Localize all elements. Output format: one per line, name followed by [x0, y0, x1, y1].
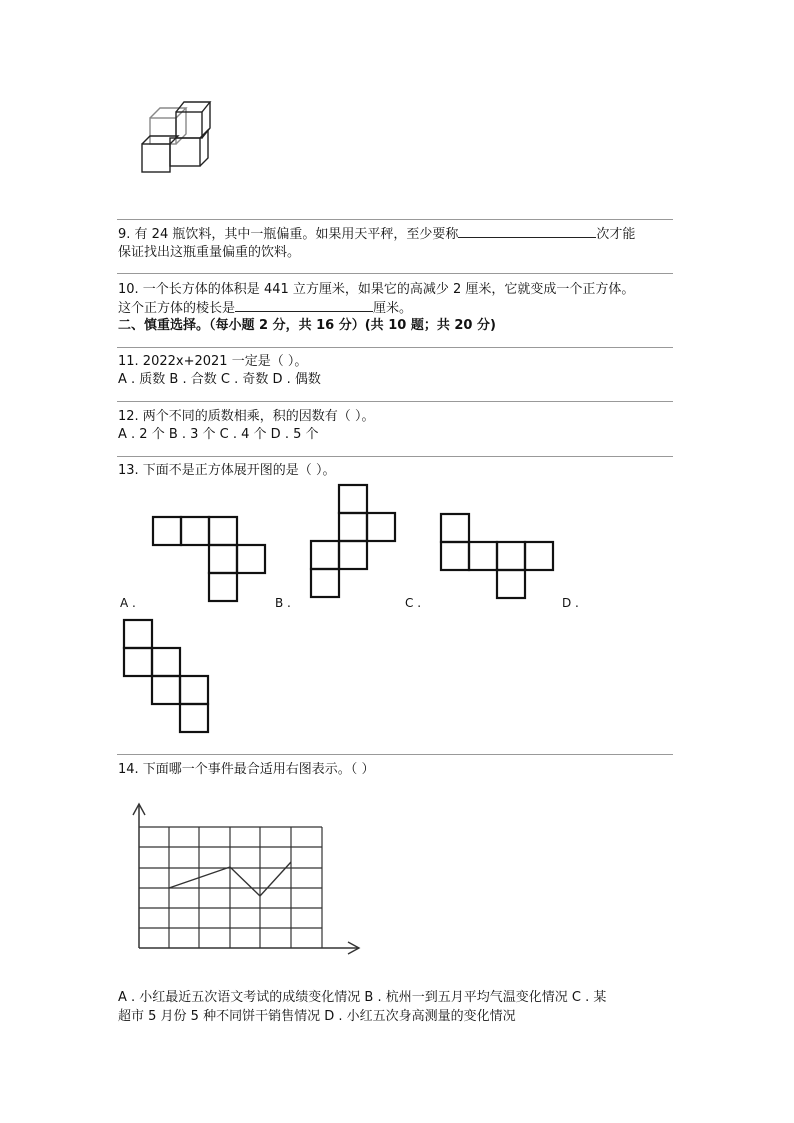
divider: [117, 754, 673, 755]
q12-options[interactable]: A . 2 个 B . 3 个 C . 4 个 D . 5 个: [118, 427, 319, 442]
cube-stack-figure: [138, 98, 218, 178]
q11-options[interactable]: A . 质数 B . 合数 C . 奇数 D . 偶数: [118, 372, 321, 387]
q10-text: 这个正方体的棱长是: [118, 301, 236, 316]
net-a-figure: [152, 516, 268, 604]
question-9: [118, 224, 635, 244]
q9-line2: 保证找出这瓶重量偏重的饮料。: [118, 245, 301, 260]
q14-options-line2[interactable]: 超市 5 月份 5 种不同饼干销售情况 D . 小红五次身高测量的变化情况: [118, 1009, 516, 1024]
q11-question: 11. 2022x+2021 一定是（ ）。: [118, 354, 308, 369]
q9-text: 9. 有 24 瓶饮料，其中一瓶偏重。如果用天平秤，至少要称: [118, 227, 459, 242]
divider: [117, 347, 673, 348]
question-10-line2: [118, 298, 412, 318]
section-2-title: 二、慎重选择。（每小题 2 分，共 16 分）(共 10 题；共 20 分): [118, 318, 496, 333]
q10-text-tail: 厘米。: [373, 301, 413, 316]
q13-option-d[interactable]: D .: [562, 596, 579, 610]
divider: [117, 401, 673, 402]
divider: [117, 219, 673, 220]
net-d-figure: [122, 618, 212, 736]
q13-option-b[interactable]: B .: [275, 596, 291, 610]
q10-answer-blank[interactable]: [235, 298, 373, 312]
divider: [117, 273, 673, 274]
q10-line1: 10. 一个长方体的体积是 441 立方厘米，如果它的高减少 2 厘米，它就变成一个正方体。: [118, 282, 635, 297]
line-chart-figure: [122, 800, 367, 955]
divider: [117, 456, 673, 457]
net-c-figure: [440, 513, 556, 601]
q12-question: 12. 两个不同的质数相乘，积的因数有（ ）。: [118, 409, 375, 424]
q13-question: 13. 下面不是正方体展开图的是（ ）。: [118, 463, 336, 478]
q14-options-line1[interactable]: A . 小红最近五次语文考试的成绩变化情况 B . 杭州一到五月平均气温变化情况 C . 某: [118, 990, 607, 1005]
net-b-figure: [309, 484, 399, 602]
q13-option-a[interactable]: A .: [120, 596, 136, 610]
q9-text-tail: 次才能: [596, 227, 636, 242]
q9-answer-blank[interactable]: [458, 224, 596, 238]
q13-option-c[interactable]: C .: [405, 596, 422, 610]
q14-question: 14. 下面哪一个事件最合适用右图表示。（ ）: [118, 762, 375, 777]
